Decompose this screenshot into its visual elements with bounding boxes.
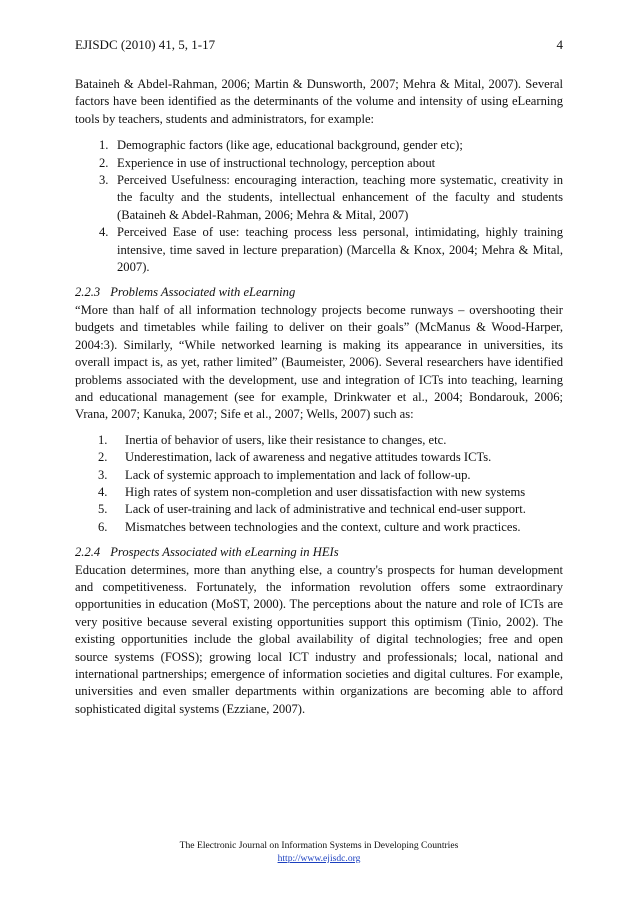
page-footer — [75, 839, 563, 865]
list-item — [98, 501, 563, 518]
section-number: 2.2.3 — [75, 285, 101, 300]
list-item-text: Experience in use of instructional technology, perception about — [117, 155, 436, 170]
list-item — [98, 449, 563, 466]
list-item-text: Lack of user-training and lack of administrative and technical end-user support. — [125, 502, 526, 517]
problems-list — [98, 432, 563, 536]
list-item — [99, 172, 563, 224]
list-item-number: 6. — [98, 519, 108, 534]
list-item-number: 3. — [98, 467, 108, 482]
list-item — [98, 519, 563, 536]
main-content — [75, 76, 563, 718]
list-item-text: High rates of system non-completion and user dissatisfaction with new systems — [125, 484, 526, 499]
list-item-text: Perceived Usefulness: encouraging interaction, teaching more systematic, creativity in the faculty and the students, intellectual enhancement of the faculty and students (Bataineh & Abdel-Rahman, 2006; Mehra & Mital, 2007) — [117, 173, 563, 222]
list-item-text: Inertia of behavior of users, like their resistance to changes, etc. — [125, 432, 447, 447]
list-item — [98, 484, 563, 501]
list-item-number: 2. — [99, 155, 109, 170]
list-item — [98, 432, 563, 449]
page-number: 4 — [556, 37, 563, 52]
running-header — [75, 37, 563, 55]
list-item-text: Perceived Ease of use: teaching process less personal, intimidating, highly training intensive, time saved in lecture preparation) (Marcella & Knox, 2004; Mehra & Mital, 2007). — [117, 225, 563, 275]
section-number: 2.2.4 — [75, 545, 101, 560]
problems-paragraph: “More than half of all information technology projects become runways – overshooting their budgets and timetables while failing to deliver on their goals” (McManus & Wood-Harper, 2004:3). Similarly, “While networked learning is making its appearance in universities, its overall impact is, as yet, rather limited” (Baumeister, 2006). Several researchers have identified problems associated with the development, use and integration of ICTs into teaching, learning and educational management (see for example, Drinkwater et al., 2004; Bondarouk, 2006; Vrana, 2007; Kanuka, 2007; Sife et al., 2007; Wells, 2007) such as: — [75, 302, 563, 422]
section-title: Problems Associated with eLearning — [110, 285, 296, 300]
list-item-number: 4. — [99, 225, 109, 240]
list-item — [99, 155, 563, 172]
list-item-number: 1. — [99, 138, 109, 153]
list-item-text: Mismatches between technologies and the context, culture and work practices. — [125, 519, 521, 534]
intro-paragraph: Bataineh & Abdel-Rahman, 2006; Martin & Dunsworth, 2007; Mehra & Mital, 2007). Several factors have been identified as the determinants of the volume and intensity of using eLearning tools by teachers, students and administrators, for example: — [75, 77, 563, 126]
journal-reference: EJISDC (2010) 41, 5, 1-17 — [75, 37, 216, 52]
list-item — [98, 467, 563, 484]
footer-url-link[interactable]: http://www.ejisdc.org — [277, 853, 361, 864]
list-item — [99, 137, 563, 154]
section-heading-problems — [75, 284, 563, 301]
footer-journal-name: The Electronic Journal on Information Systems in Developing Countries — [179, 840, 459, 851]
list-item-number: 1. — [98, 432, 108, 447]
list-item-text: Lack of systemic approach to implementation and lack of follow-up. — [125, 467, 471, 482]
list-item — [99, 224, 563, 276]
section-title: Prospects Associated with eLearning in HEIs — [110, 545, 339, 560]
list-item-text: Underestimation, lack of awareness and negative attitudes towards ICTs. — [125, 450, 492, 465]
list-item-number: 2. — [98, 450, 108, 465]
factors-list — [99, 137, 563, 276]
list-item-number: 5. — [98, 502, 108, 517]
section-heading-prospects — [75, 544, 563, 561]
list-item-number: 4. — [98, 484, 108, 499]
list-item-number: 3. — [99, 173, 109, 188]
list-item-text: Demographic factors (like age, educational background, gender etc); — [117, 138, 463, 153]
prospects-paragraph: Education determines, more than anything else, a country's prospects for human development and competitiveness. Fortunately, the information revolution offers some extraordinary opportunities in education (MoST, 2000). The perceptions about the nature and role of ICTs are very positive because several existing opportunities support this optimism (Tinio, 2002). The existing opportunities include the global availability of digital technologies; free and open source systems (FOSS); growing local ICT industry and professionals; local, national and international partnerships; emergence of information societies and digital cultures. For example, universities and even smaller departments within organizations are becoming able to afford sophisticated digital systems (Ezziane, 2007). — [75, 562, 563, 716]
